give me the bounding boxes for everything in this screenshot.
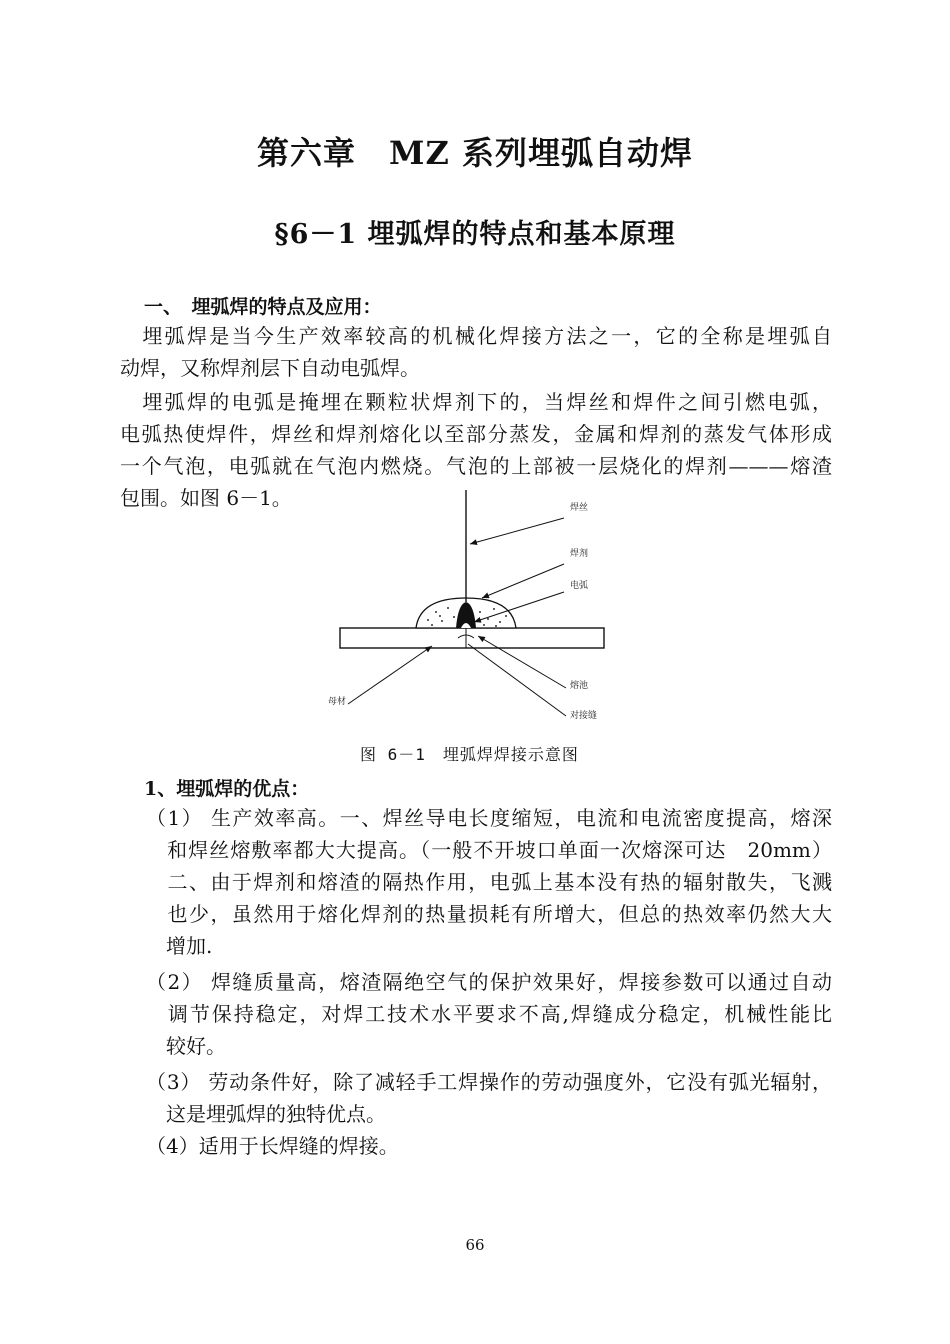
page-number: 66 [465, 1236, 485, 1254]
text-line: 电弧热使焊件，焊丝和焊剂熔化以至部分蒸发，金属和焊剂的蒸发气体形成 [120, 422, 832, 446]
text-line: 和焊丝熔敷率都大大提高。（一般不开坡口单面一次熔深可达 20mm） [146, 838, 832, 862]
text-line: 埋弧焊的电弧是掩埋在颗粒状焊剂下的，当焊丝和焊件之间引燃电弧， [120, 390, 832, 414]
flux-leader [482, 564, 564, 598]
text-line: （4）适用于长焊缝的焊接。 [146, 1134, 399, 1158]
advantage-2 [146, 966, 832, 1062]
wire-leader [470, 518, 564, 544]
paragraph-intro [120, 320, 832, 384]
heading-features: 一、 埋弧焊的特点及应用： [144, 296, 382, 318]
text-line: 也少，虽然用于熔化焊剂的热量损耗有所增大，但总的热效率仍然大大 [146, 902, 832, 926]
text-line: （2） 焊缝质量高，熔渣隔绝空气的保护效果好，焊接参数可以通过自动 [146, 970, 832, 994]
text-line: （1） 生产效率高。一、焊丝导电长度缩短，电流和电流密度提高，熔深 [146, 806, 832, 830]
text-line: 调节保持稳定，对焊工技术水平要求不高,焊缝成分稳定，机械性能比 [146, 1002, 832, 1026]
text-line: 增加. [146, 934, 213, 958]
text-line: 埋弧焊是当今生产效率较高的机械化焊接方法之一，它的全称是埋弧自 [120, 324, 832, 348]
base-plate [340, 628, 604, 648]
base-leader [348, 646, 432, 704]
advantage-1 [146, 802, 832, 962]
label-wire: 焊丝 [570, 503, 589, 513]
text-line: 这是埋弧焊的独特优点。 [146, 1102, 386, 1126]
text-line: 一个气泡，电弧就在气泡内燃烧。气泡的上部被一层烧化的焊剂———熔渣 [120, 454, 832, 478]
advantage-3 [146, 1066, 832, 1130]
label-seam: 对接缝 [570, 711, 598, 721]
text-line: （3） 劳动条件好，除了减轻手工焊操作的劳动强度外，它没有弧光辐射， [146, 1070, 832, 1094]
chapter-title: 第六章 MZ 系列埋弧自动焊 [257, 134, 693, 172]
advantage-4 [146, 1130, 832, 1162]
section-title: §6－1 埋弧焊的特点和基本原理 [274, 219, 676, 250]
seam-leader [468, 644, 566, 716]
label-base: 母材 [328, 697, 347, 707]
text-line: 较好。 [146, 1034, 226, 1058]
label-pool: 熔池 [570, 681, 589, 691]
heading-advantages: 1、埋弧焊的优点： [144, 778, 310, 800]
label-arc: 电弧 [570, 581, 589, 591]
text-line: 二、由于焊剂和熔渣的隔热作用，电弧上基本没有热的辐射散失，飞溅 [146, 870, 832, 894]
text-line: 包围。如图 6－1。 [120, 486, 292, 510]
label-flux: 焊剂 [570, 549, 589, 559]
welding-diagram [320, 488, 620, 728]
figure-caption: 图 6－1 埋弧焊焊接示意图 [360, 745, 579, 764]
text-line: 动焊，又称焊剂层下自动电弧焊。 [120, 356, 420, 380]
